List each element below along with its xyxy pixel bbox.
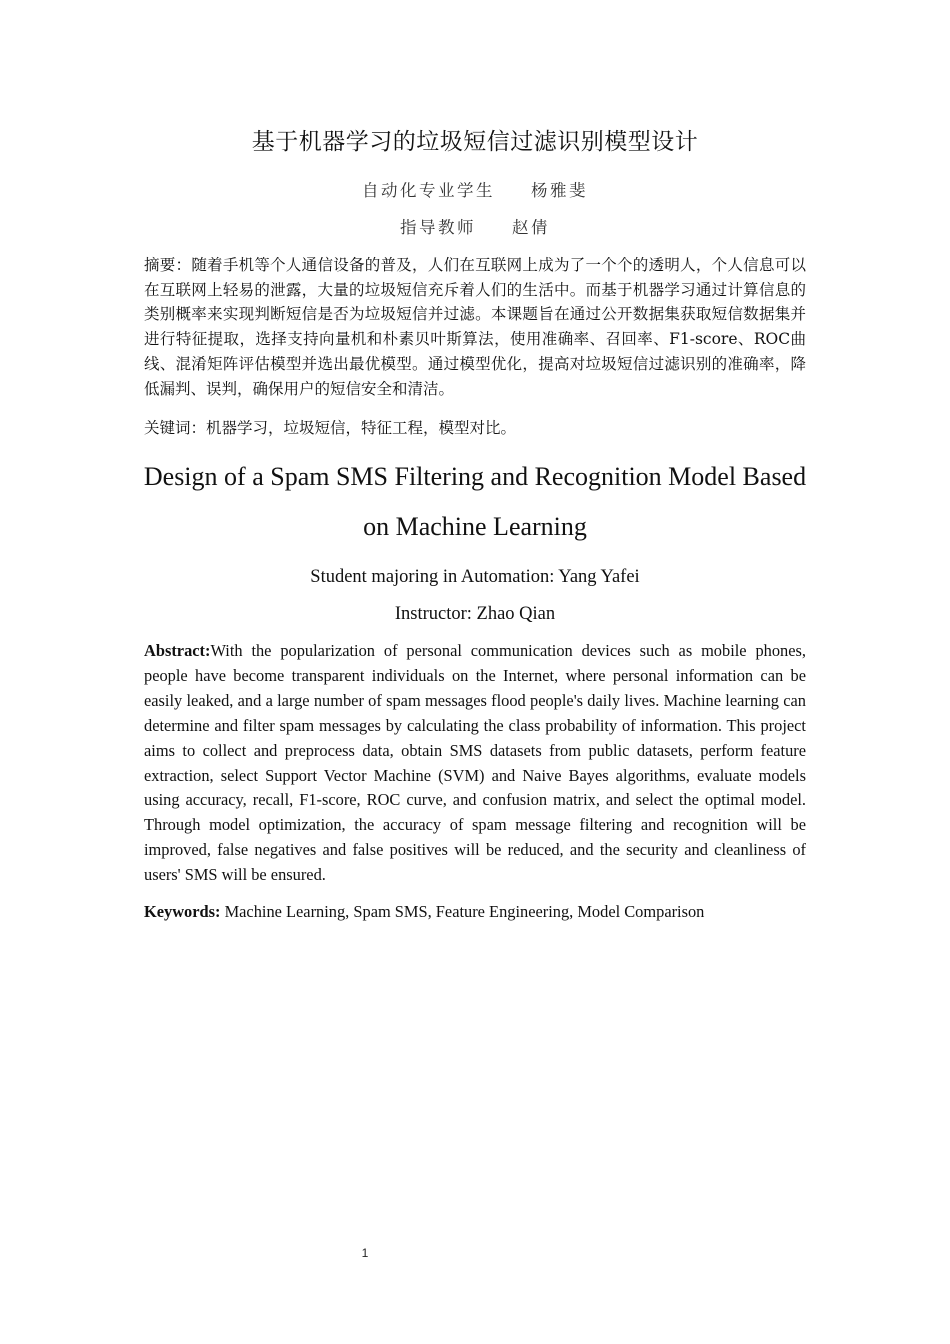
english-abstract bbox=[144, 639, 806, 888]
author-name: 杨雅斐 bbox=[531, 181, 588, 200]
chinese-abstract-text: 随着手机等个人通信设备的普及，人们在互联网上成为了一个个的透明人，个人信息可以在互联网上轻易的泄露，大量的垃圾短信充斥着人们的生活中。而基于机器学习通过计算信息的类别概率来实现判断短信是否为垃圾短信并过滤。本课题旨在通过公开数据集获取短信数据集并进行特征提取，选择支持向量机和朴素贝叶斯算法，使用准确率、召回率、F1-score、ROC曲线、混淆矩阵评估模型并选出最优模型。通过模型优化，提高对垃圾短信过滤识别的准确率，降低漏判、误判，确保用户的短信安全和清洁。 bbox=[144, 256, 806, 398]
instructor-role: 指导教师 bbox=[400, 218, 476, 237]
chinese-author-line bbox=[0, 178, 950, 204]
english-keywords bbox=[144, 900, 806, 924]
author-role: 自动化专业学生 bbox=[362, 181, 495, 200]
chinese-abstract bbox=[144, 253, 806, 401]
english-author-line: Student majoring in Automation: Yang Yafei bbox=[310, 567, 640, 587]
chinese-instructor-line bbox=[0, 215, 950, 241]
page-number: 1 bbox=[361, 1246, 369, 1260]
chinese-keywords-label: 关键词： bbox=[144, 419, 207, 437]
instructor-name: 赵倩 bbox=[512, 218, 550, 237]
english-keywords-text: Machine Learning, Spam SMS, Feature Engineering, Model Comparison bbox=[220, 902, 705, 921]
chinese-keywords-text: 机器学习，垃圾短信，特征工程，模型对比。 bbox=[206, 419, 517, 437]
chinese-title: 基于机器学习的垃圾短信过滤识别模型设计 bbox=[251, 129, 699, 155]
chinese-keywords bbox=[144, 416, 806, 440]
english-keywords-label: Keywords: bbox=[144, 902, 221, 921]
chinese-abstract-label: 摘要： bbox=[144, 256, 192, 274]
english-abstract-text: With the popularization of personal communication devices such as mobile phones, people have become transparent individuals on the Internet, where personal information can be easily leaked, and a large number of spam messages flood people's daily lives. Machine learning can determine and filter spam messages by calculating the class probability of information. This project aims to collect and preprocess data, obtain SMS datasets from public datasets, perform feature extraction, select Support Vector Machine (SVM) and Naive Bayes algorithms, evaluate models using accuracy, recall, F1-score, ROC curve, and confusion matrix, and select the optimal model. Through model optimization, the accuracy of spam message filtering and recognition will be improved, false negatives and false positives will be reduced, and the security and cleanliness of users' SMS will be ensured. bbox=[144, 641, 806, 885]
english-title: Design of a Spam SMS Filtering and Recognition Model Based on Machine Learning bbox=[143, 462, 807, 541]
english-instructor-line: Instructor: Zhao Qian bbox=[394, 604, 556, 624]
english-abstract-label: Abstract: bbox=[144, 641, 211, 660]
